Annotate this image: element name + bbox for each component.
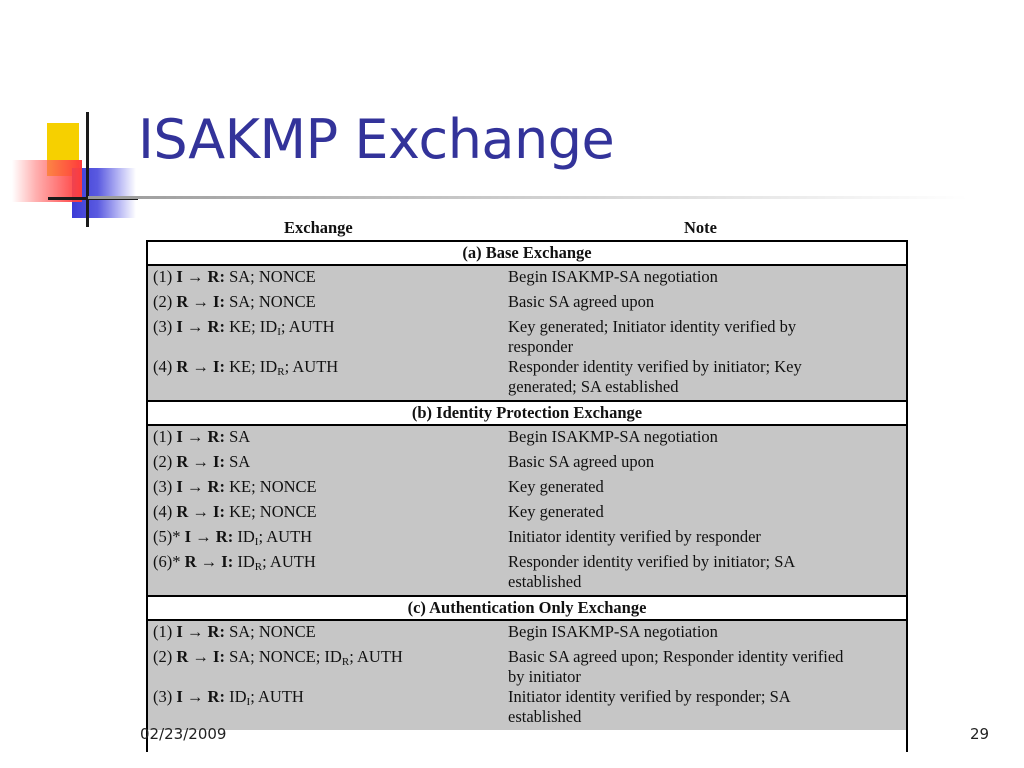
isakmp-exchange-table: [146, 214, 908, 752]
payload-text: SA; NONCE: [224, 267, 316, 286]
exchange-cell: [148, 502, 508, 527]
column-header-note: Note: [684, 218, 717, 237]
note-cell: Key generated: [508, 477, 604, 496]
section-title: (b) Identity Protection Exchange: [148, 400, 906, 426]
exchange-cell: [148, 527, 508, 552]
note-cell: Key generated; Initiator identity verified by responder: [508, 317, 797, 356]
payload-text: SA; NONCE; ID: [224, 647, 342, 666]
exchange-cell: [148, 317, 508, 357]
payload-text: ; AUTH: [280, 317, 335, 336]
step-number: (2): [153, 647, 177, 666]
table-row: [148, 292, 906, 317]
payload-text: ; AUTH: [349, 647, 403, 666]
note-cell: Begin ISAKMP-SA negotiation: [508, 267, 718, 286]
direction-label: I → R:: [184, 527, 234, 546]
payload-text: ID: [233, 527, 255, 546]
note-cell: Begin ISAKMP-SA negotiation: [508, 622, 718, 641]
payload-text: ; AUTH: [262, 552, 316, 571]
table-row: [148, 647, 906, 687]
direction-label: I → R:: [176, 477, 225, 496]
table-row: [148, 452, 906, 477]
direction-label: I → R:: [176, 687, 225, 706]
table-row: [148, 477, 906, 502]
payload-subscript: I: [246, 696, 251, 708]
step-number: (6)*: [153, 552, 185, 571]
note-cell: Responder identity verified by initiator; SA established: [508, 552, 795, 591]
section-title: (c) Authentication Only Exchange: [148, 595, 906, 621]
payload-subscript: R: [277, 366, 285, 378]
note-cell: Begin ISAKMP-SA negotiation: [508, 427, 718, 446]
note-cell: Responder identity verified by initiator; Key generated; SA established: [508, 357, 802, 396]
payload-text: SA: [224, 452, 251, 471]
table-row: [148, 502, 906, 527]
exchange-cell: [148, 357, 508, 397]
payload-text: ID: [224, 687, 247, 706]
payload-text: ; AUTH: [284, 357, 339, 376]
payload-text: SA: [224, 427, 251, 446]
exchange-cell: [148, 647, 508, 687]
column-header-exchange: Exchange: [284, 218, 353, 237]
direction-label: R → I:: [176, 357, 225, 376]
table-row: [148, 527, 906, 552]
payload-text: KE; NONCE: [224, 502, 317, 521]
table-row: [148, 552, 906, 592]
section-body: [148, 266, 906, 400]
step-number: (3): [153, 687, 177, 706]
table-row: [148, 357, 906, 397]
exchange-cell: [148, 452, 508, 477]
payload-text: ; AUTH: [250, 687, 304, 706]
note-cell: Basic SA agreed upon; Responder identity verified by initiator: [508, 647, 844, 686]
table-row: [148, 427, 906, 452]
section-title: (a) Base Exchange: [148, 242, 906, 266]
decor-vertical-line: [86, 112, 89, 227]
payload-text: ID: [233, 552, 255, 571]
payload-text: KE; ID: [224, 317, 278, 336]
note-cell: Key generated: [508, 502, 604, 521]
direction-label: I → R:: [176, 622, 225, 641]
payload-subscript: R: [254, 561, 263, 573]
direction-label: R → I:: [184, 552, 234, 571]
payload-text: SA; NONCE: [224, 622, 316, 641]
payload-text: KE; NONCE: [224, 477, 317, 496]
table-row: [148, 267, 906, 292]
payload-text: SA; NONCE: [224, 292, 316, 311]
step-number: (5)*: [153, 527, 185, 546]
step-number: (3): [153, 477, 177, 496]
step-number: (2): [153, 452, 177, 471]
payload-subscript: I: [277, 326, 281, 338]
direction-label: I → R:: [176, 427, 225, 446]
direction-label: R → I:: [176, 502, 225, 521]
title-underline: [88, 196, 968, 199]
note-cell: Basic SA agreed upon: [508, 452, 655, 471]
section-body: [148, 426, 906, 595]
step-number: (1): [153, 427, 177, 446]
decor-red-bar: [12, 160, 82, 202]
table-header: [146, 214, 908, 240]
note-cell: Basic SA agreed upon: [508, 292, 655, 311]
exchange-cell: [148, 267, 508, 292]
direction-label: R → I:: [176, 292, 225, 311]
exchange-cell: [148, 687, 508, 727]
direction-label: I → R:: [176, 317, 225, 336]
table-row: [148, 622, 906, 647]
step-number: (2): [153, 292, 177, 311]
exchange-cell: [148, 622, 508, 647]
table-row: [148, 687, 906, 727]
exchange-cell: [148, 477, 508, 502]
exchange-cell: [148, 552, 508, 592]
step-number: (1): [153, 267, 177, 286]
payload-subscript: R: [341, 656, 350, 668]
step-number: (3): [153, 317, 177, 336]
table-body: [146, 240, 908, 752]
payload-text: ; AUTH: [258, 527, 313, 546]
direction-label: I → R:: [176, 267, 225, 286]
step-number: (4): [153, 357, 177, 376]
direction-label: R → I:: [176, 647, 225, 666]
note-cell: Initiator identity verified by responder: [508, 527, 761, 546]
footer-date: 02/23/2009: [140, 725, 227, 743]
exchange-cell: [148, 427, 508, 452]
note-cell: Initiator identity verified by responder; SA established: [508, 687, 790, 726]
table-row: [148, 317, 906, 357]
step-number: (4): [153, 502, 177, 521]
page-number: 29: [970, 725, 990, 743]
exchange-cell: [148, 292, 508, 317]
payload-subscript: I: [254, 536, 259, 548]
section-body: [148, 621, 906, 730]
payload-text: KE; ID: [224, 357, 278, 376]
slide-title: ISAKMP Exchange: [138, 108, 615, 171]
step-number: (1): [153, 622, 177, 641]
direction-label: R → I:: [176, 452, 225, 471]
